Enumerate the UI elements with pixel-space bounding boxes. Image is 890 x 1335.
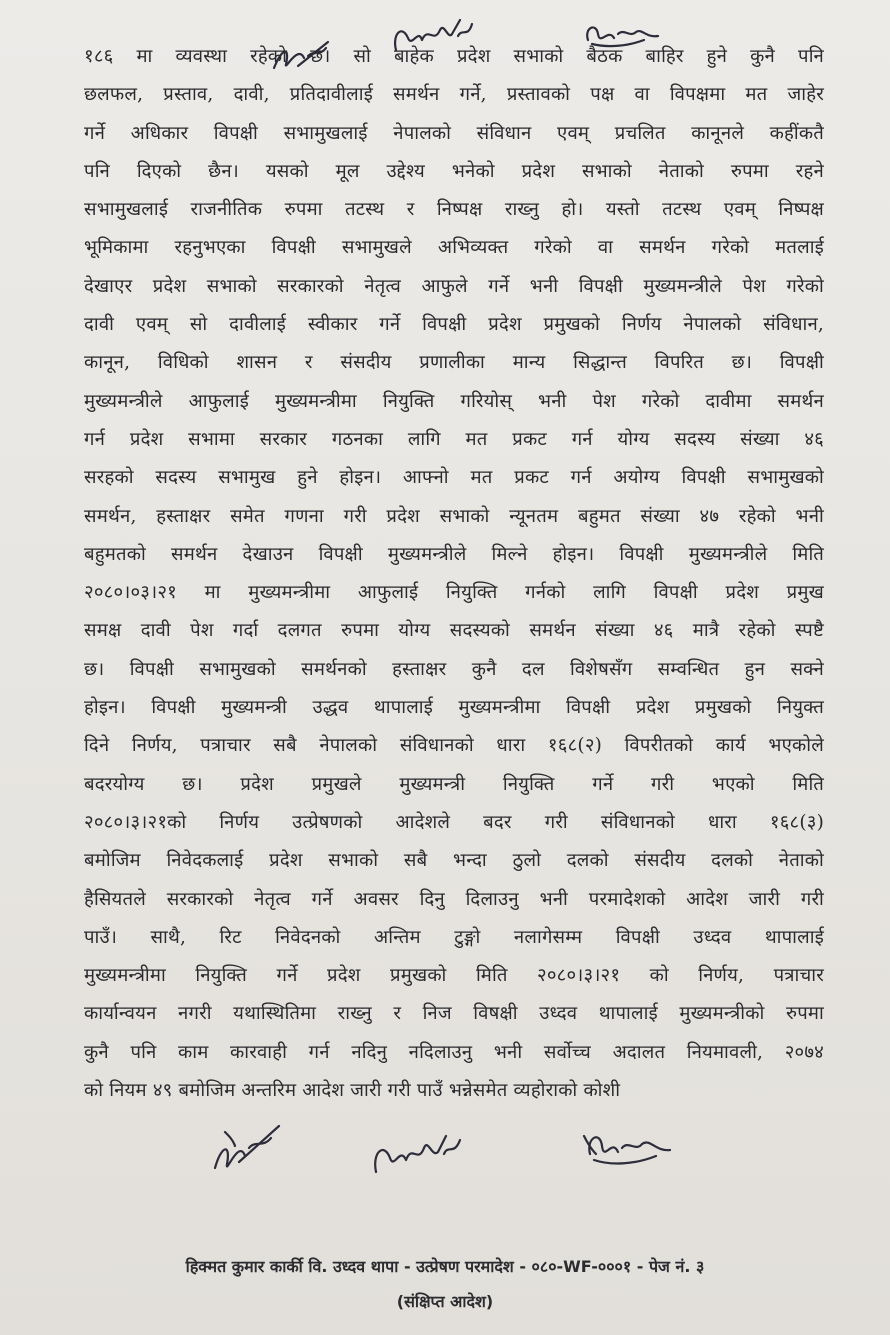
body-line: कार्यान्वयन नगरी यथास्थितिमा राख्नु र निज विषक्षी उध्दव थापालाई मुख्यमन्त्रीको रुपमा bbox=[84, 1003, 824, 1025]
body-line: मुख्यमन्त्रीले आफुलाई मुख्यमन्त्रीमा नियुक्ति गरियोस् भनी पेश गरेको दावीमा समर्थन bbox=[84, 390, 824, 412]
body-line: छलफल, प्रस्ताव, दावी, प्रतिदावीलाई समर्थन गर्ने, प्रस्तावको पक्ष वा विपक्षमा मत जाहेर bbox=[84, 84, 824, 106]
body-line: बमोजिम निवेदकलाई प्रदेश सभाको सबै भन्दा ठुलो दलको संसदीय दलको नेताको bbox=[84, 850, 824, 872]
body-line: हैसियतले सरकारको नेतृत्व गर्ने अवसर दिनु दिलाउनु भनी परमादेशको आदेश जारी गरी bbox=[84, 888, 824, 910]
body-line: समक्ष दावी पेश गर्दा दलगत रुपमा योग्य सदस्यको समर्थन संख्या ४६ मात्रै रहेको स्पष्टै bbox=[84, 620, 824, 642]
signature-bottom-right bbox=[578, 1124, 678, 1184]
signature-bottom-left bbox=[205, 1118, 285, 1182]
body-line: सभामुखलाई राजनीतिक रुपमा तटस्थ र निष्पक्ष राख्नु हो। यस्तो तटस्थ एवम् निष्पक्ष bbox=[84, 199, 824, 221]
body-line: पनि दिएको छैन। यसको मूल उद्देश्य भनेको प्रदेश सभाको नेताको रुपमा रहने bbox=[84, 160, 824, 182]
body-line: पाउँ। साथै, रिट निवेदनको अन्तिम टुङ्गो नलागेसम्म विपक्षी उध्दव थापालाई bbox=[84, 926, 824, 948]
body-line: २०८०।०३।२१ मा मुख्यमन्त्रीमा आफुलाई नियुक्ति गर्नको लागि विपक्षी प्रदेश प्रमुख bbox=[84, 582, 824, 604]
body-line: बहुमतको समर्थन देखाउन विपक्षी मुख्यमन्त्रीले मिल्ने होइन। विपक्षी मुख्यमन्त्रीले मिति bbox=[84, 543, 824, 565]
body-line: दावी एवम् सो दावीलाई स्वीकार गर्ने विपक्षी प्रदेश प्रमुखको निर्णय नेपालको संविधान, bbox=[84, 314, 824, 336]
body-line: मुख्यमन्त्रीमा नियुक्ति गर्ने प्रदेश प्रमुखको मिति २०८०।३।२१ को निर्णय, पत्राचार bbox=[84, 965, 824, 987]
body-line: गर्ने अधिकार विपक्षी सभामुखलाई नेपालको संविधान एवम् प्रचलित कानूनले कहींकतै bbox=[84, 122, 824, 144]
body-line: छ। विपक्षी सभामुखको समर्थनको हस्ताक्षर कुनै दल विशेषसँग सम्वन्धित हुन सक्ने bbox=[84, 658, 824, 680]
body-line: गर्न प्रदेश सभामा सरकार गठनका लागि मत प्रकट गर्न योग्य सदस्य संख्या ४६ bbox=[84, 428, 824, 450]
body-line: १८६ मा व्यवस्था रहेको छ। सो बाहेक प्रदेश सभाको बैठक बाहिर हुने कुनै पनि bbox=[84, 46, 824, 67]
body-line: होइन। विपक्षी मुख्यमन्त्री उद्धव थापालाई मुख्यमन्त्रीमा विपक्षी प्रदेश प्रमुखको नियुक्त bbox=[84, 697, 824, 719]
order-body bbox=[84, 38, 824, 1110]
case-reference: हिक्मत कुमार कार्की वि. उध्दव थापा - उत्प्रेषण परमादेश - ०८०-WF-०००१ - पेज नं. ३ bbox=[185, 1257, 705, 1276]
body-line: को नियम ४९ बमोजिम अन्तरिम आदेश जारी गरी पाउँ भन्नेसमेत व्यहोराको कोशी bbox=[84, 1080, 621, 1102]
body-line: बदरयोग्य छ। प्रदेश प्रमुखले मुख्यमन्त्री नियुक्ति गर्ने गरी भएको मिति bbox=[84, 773, 824, 795]
body-line: सरहको सदस्य सभामुख हुने होइन। आफ्नो मत प्रकट गर्न अयोग्य विपक्षी सभामुखको bbox=[84, 467, 824, 489]
body-line: देखाएर प्रदेश सभाको सरकारको नेतृत्व आफुले गर्ने भनी विपक्षी मुख्यमन्त्रीले पेश गरेको bbox=[84, 275, 824, 297]
body-line: कानून, विधिको शासन र संसदीय प्रणालीका मान्य सिद्धान्त विपरित छ। विपक्षी bbox=[84, 352, 824, 374]
body-line: २०८०।३।२१को निर्णय उत्प्रेषणको आदेशले बदर गरी संविधानको धारा १६८(३) bbox=[84, 811, 824, 833]
body-line: कुनै पनि काम कारवाही गर्न नदिनु नदिलाउनु भनी सर्वोच्च अदालत नियमावली, २०७४ bbox=[84, 1041, 824, 1063]
body-line: भूमिकामा रहनुभएका विपक्षी सभामुखले अभिव्यक्त गरेको वा समर्थन गरेको मतलाई bbox=[84, 237, 824, 259]
body-line: दिने निर्णय, पत्राचार सबै नेपालको संविधानको धारा १६८(२) विपरीतको कार्य भएकोले bbox=[84, 735, 824, 757]
body-line: समर्थन, हस्ताक्षर समेत गणना गरी प्रदेश सभाको न्यूनतम बहुमत संख्या ४७ रहेको भनी bbox=[84, 505, 824, 527]
order-type-label: (संक्षिप्त आदेश) bbox=[396, 1292, 494, 1311]
signature-bottom-center bbox=[368, 1128, 468, 1190]
